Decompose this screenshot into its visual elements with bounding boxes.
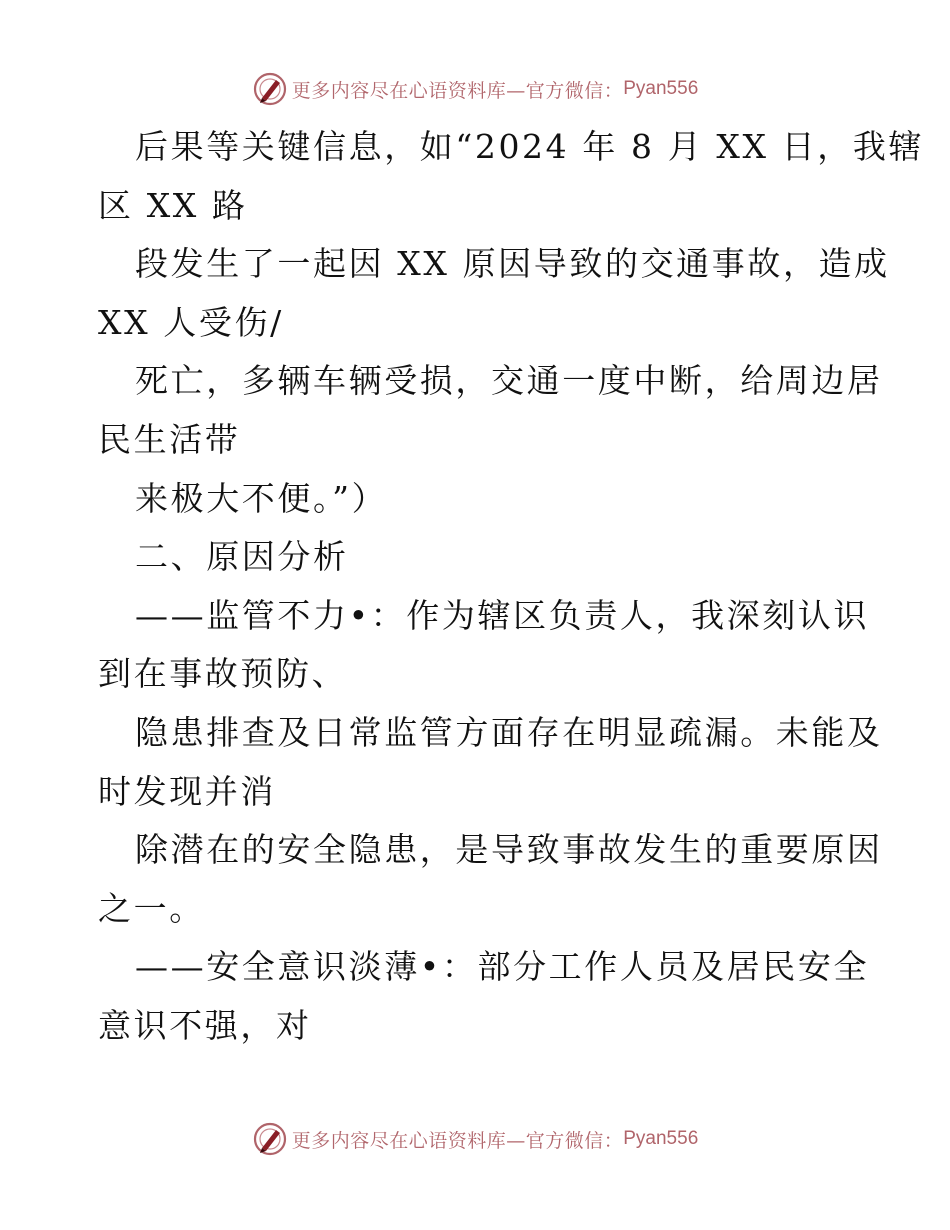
text-line: ——监管不力•：作为辖区负责人，我深刻认识 [135, 595, 870, 635]
body-text [98, 118, 925, 1056]
watermark-footer [0, 1119, 950, 1159]
text-line: 除潜在的安全隐患，是导致事故发生的重要原因 [135, 830, 883, 870]
watermark-header [0, 69, 950, 109]
text-line: 时发现并消 [98, 771, 276, 811]
text-line: XX 人受伤/ [98, 302, 284, 342]
pen-logo-icon [252, 71, 288, 107]
watermark-text: 更多内容尽在心语资料库—官方微信： [291, 1129, 624, 1152]
watermark-handle: Pyan556 [623, 1128, 699, 1149]
text-line: 民生活带 [98, 419, 241, 459]
text-line: ——安全意识淡薄•：部分工作人员及居民安全 [135, 947, 870, 987]
text-line: 之一。 [98, 888, 205, 928]
text-line: 段发生了一起因 XX 原因导致的交通事故，造成 [135, 244, 890, 284]
text-line: 到在事故预防、 [98, 654, 348, 694]
pen-logo-icon [252, 1121, 288, 1157]
watermark-text: 更多内容尽在心语资料库—官方微信： [291, 79, 624, 102]
text-line: 区 XX 路 [98, 185, 248, 225]
text-line: 意识不强，对 [98, 1005, 312, 1045]
section-heading: 二、原因分析 [135, 537, 349, 577]
text-line: 来极大不便。”） [135, 478, 388, 518]
text-line: 隐患排查及日常监管方面存在明显疏漏。未能及 [135, 712, 883, 752]
text-line: 后果等关键信息，如“2024 年 8 月 XX 日，我辖 [135, 127, 925, 166]
watermark-handle: Pyan556 [623, 78, 699, 99]
text-line: 死亡，多辆车辆受损，交通一度中断，给周边居 [135, 361, 883, 401]
